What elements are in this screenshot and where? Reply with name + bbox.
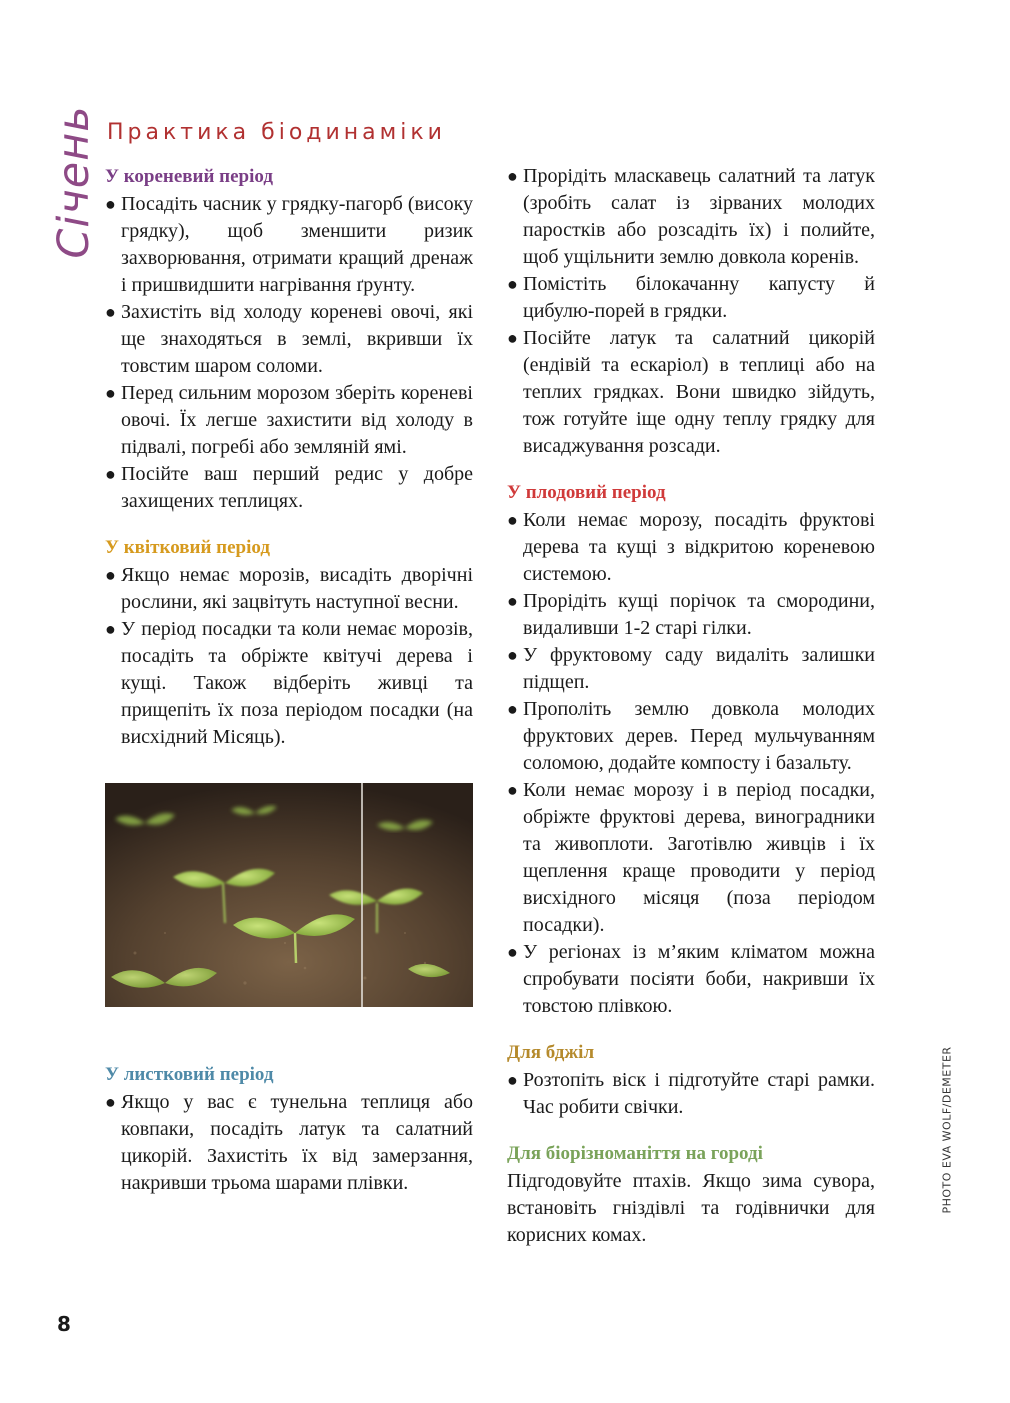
- list-item: [105, 562, 473, 616]
- bullet-icon: ●: [105, 619, 116, 639]
- section-biodiversity: [507, 1140, 875, 1249]
- list-item-text: Посійте ваш перший редис у добре захищених теплицях.: [121, 463, 473, 512]
- bullet-list-flower: [105, 562, 473, 751]
- section-heading-root: У кореневий період: [105, 166, 273, 187]
- list-item: [105, 380, 473, 461]
- section-fruit: [507, 479, 875, 1020]
- bullet-icon: ●: [507, 328, 518, 348]
- list-item-text: Прорідіть кущі порічок та смородини, видаливши 1-2 старі гілки.: [523, 590, 875, 639]
- list-item-text: Коли немає морозу, посадіть фруктові дерева та кущі з відкритою кореневою системою.: [523, 509, 875, 585]
- bullet-icon: ●: [105, 1092, 116, 1112]
- list-item-text: Прорідіть мласкавець салатний та латук (зробіть салат із зірваних молодих паростків або розсадіть їх) і полийте, щоб ущільнити землю довкола коренів.: [523, 165, 875, 268]
- month-label: [44, 105, 104, 259]
- seedlings-photo: [105, 783, 473, 1007]
- section-root-continued: [507, 163, 875, 460]
- bullet-icon: ●: [507, 274, 518, 294]
- list-item-text: Захистіть від холоду кореневі овочі, які ще знаходяться в землі, вкривши їх товстим шаром соломи.: [121, 301, 473, 377]
- bullet-icon: ●: [507, 942, 518, 962]
- list-item: [507, 163, 875, 271]
- list-item-text: Розтопіть віск і підготуйте старі рамки. Час робити свічки.: [523, 1069, 875, 1118]
- section-leaf: [105, 1061, 473, 1197]
- bullet-icon: ●: [507, 645, 518, 665]
- list-item: [105, 299, 473, 380]
- list-item-text: Якщо у вас є тунельна теплиця або ковпаки, посадіть латук та салатний цикорій. Захистіть їх від замерзання, накривши трьома шарами плівки.: [121, 1091, 473, 1194]
- photo-credit-text: PHOTO EVA WOLF/DEMETER: [940, 1046, 954, 1214]
- section-heading-fruit: У плодовий період: [507, 482, 666, 503]
- list-item-text: Посадіть часник у грядку-пагорб (високу грядку), щоб зменшити ризик захворювання, отримати кращий дренаж і пришвидшити нагрівання ґрунту.: [121, 193, 473, 296]
- bullet-icon: ●: [507, 1070, 518, 1090]
- list-item-text: Прополіть землю довкола молодих фруктових дерев. Перед мульчуванням соломою, додайте компосту і базальту.: [523, 698, 875, 774]
- page-number: 8: [57, 1312, 71, 1336]
- list-item: [507, 507, 875, 588]
- list-item-text: Помістіть білокачанну капусту й цибулю-порей в грядки.: [523, 273, 875, 322]
- section-heading-leaf: У листковий період: [105, 1064, 274, 1085]
- section-flower: [105, 534, 473, 751]
- list-item-text: Перед сильним морозом зберіть кореневі овочі. Їх легше захистити від холоду в підвалі, погребі або земляній ямі.: [121, 382, 473, 458]
- bullet-icon: ●: [105, 302, 116, 322]
- list-item-text: Коли немає морозу і в період посадки, обріжте фруктові дерева, виноградники та живоплоти. Заготівлю живців і їх щеплення краще проводити у період висхідного місяця (поза періодом посадки).: [523, 779, 875, 936]
- list-item: [507, 271, 875, 325]
- bullet-icon: ●: [105, 383, 116, 403]
- bullet-icon: ●: [105, 464, 116, 484]
- bullet-icon: ●: [507, 510, 518, 530]
- bullet-list-leaf: [105, 1089, 473, 1197]
- list-item: [507, 588, 875, 642]
- list-item-text: У регіонах із м’яким кліматом можна спробувати посіяти боби, накривши їх товстою плівкою.: [523, 941, 875, 1017]
- seedlings-illustration: [105, 783, 473, 1007]
- list-item-text: Посійте латук та салатний цикорій (ендівій та ескаріол) в теплиці або на теплих грядках. Вони швидко зійдуть, тож готуйте іще одну теплу грядку для висаджування розсади.: [523, 327, 875, 457]
- list-item-text: У фруктовому саду видаліть залишки підщеп.: [523, 644, 875, 693]
- list-item: [105, 616, 473, 751]
- bullet-list-root: [105, 191, 473, 515]
- list-item-text: У період посадки та коли немає морозів, посадіть та обріжте квітучі дерева і кущі. Також відберіть живці та прищепіть їх поза періодом посадки (на висхідний Місяць).: [121, 618, 473, 748]
- list-item: [105, 1089, 473, 1197]
- list-item: [507, 642, 875, 696]
- biodiversity-paragraph: Підгодовуйте птахів. Якщо зима сувора, встановіть гніздівлі та годівнички для корисних комах.: [507, 1170, 875, 1246]
- list-item: [507, 325, 875, 460]
- bullet-list-bees: [507, 1067, 875, 1121]
- section-heading-bees: Для бджіл: [507, 1042, 595, 1063]
- bullet-list-fruit: [507, 507, 875, 1020]
- bullet-list-root-continued: [507, 163, 875, 460]
- bullet-icon: ●: [105, 194, 116, 214]
- bullet-icon: ●: [105, 565, 116, 585]
- list-item: [105, 461, 473, 515]
- list-item-text: Якщо немає морозів, висадіть дворічні рослини, які зацвітуть наступної весни.: [121, 564, 473, 613]
- list-item: [507, 939, 875, 1020]
- list-item: [507, 777, 875, 939]
- photo-credit: [937, 1046, 957, 1214]
- bullet-icon: ●: [507, 166, 518, 186]
- section-heading-flower: У квітковий період: [105, 537, 270, 558]
- list-item: [507, 1067, 875, 1121]
- list-item: [105, 191, 473, 299]
- bullet-icon: ●: [507, 780, 518, 800]
- section-bees: [507, 1039, 875, 1121]
- month-text: Січень: [49, 105, 99, 259]
- list-item: [507, 696, 875, 777]
- right-column: [507, 163, 875, 1268]
- page-title: Практика біодинаміки: [107, 120, 446, 145]
- section-heading-biodiversity: Для біорізноманіття на городі: [507, 1143, 763, 1164]
- bullet-icon: ●: [507, 699, 518, 719]
- bullet-icon: ●: [507, 591, 518, 611]
- section-root: [105, 163, 473, 515]
- left-column: [105, 163, 473, 1216]
